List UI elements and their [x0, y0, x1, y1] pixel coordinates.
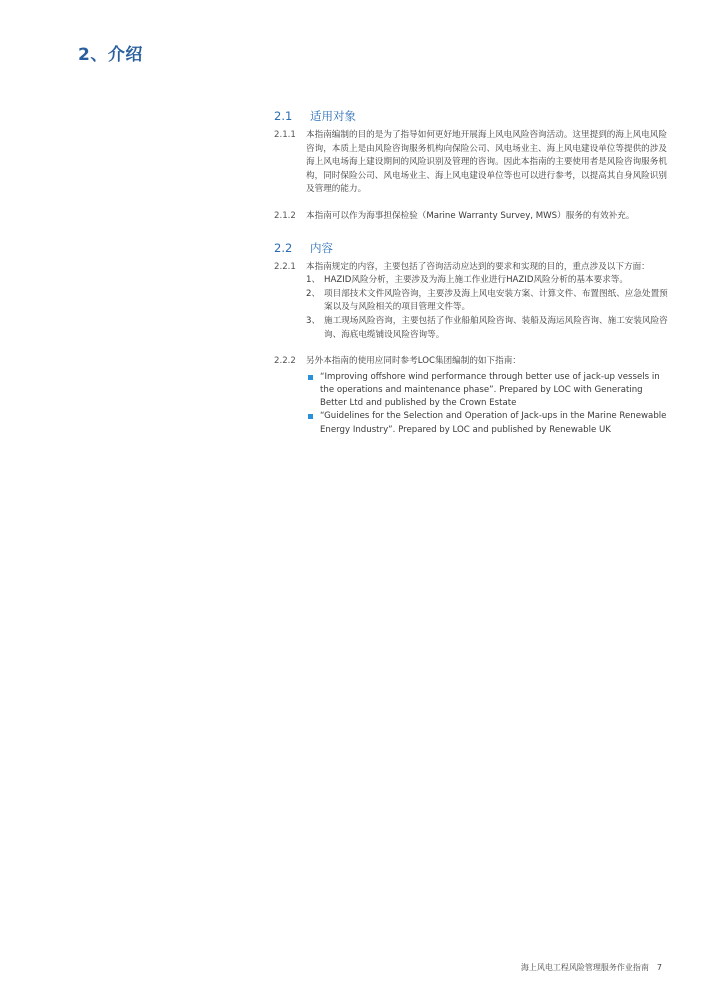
list-item-text: “Improving offshore wind performance through better use of jack-up vessels in the operations and maintenance phase”. Prepared by LOC with Generating Better Ltd and published by the Crown Estate [320, 371, 660, 409]
paragraph-number: 2.1.1 [274, 130, 296, 140]
list-item-text: 项目部技术文件风险咨询，主要涉及海上风电安装方案、计算文件、布置图纸、应急处置预案以及与风险相关的项目管理文件等。 [324, 288, 668, 313]
footer-doc-title: 海上风电工程风险管理服务作业指南 [520, 963, 649, 972]
page-number: 7 [656, 963, 662, 972]
section-heading-2-1 [274, 108, 670, 124]
paragraph-number: 2.2.1 [274, 261, 296, 272]
paragraph-text: 本指南可以作为海事担保检验（Marine Warranty Survey, MWS）服务的有效补充。 [306, 210, 635, 221]
section-number: 2.1 [274, 109, 293, 123]
bullet-list [306, 371, 670, 437]
document-body [274, 108, 670, 437]
paragraph-text: 另外本指南的使用应同时参考LOC集团编制的如下指南： [306, 356, 521, 367]
section-number: 2.2 [274, 240, 293, 255]
page-footer [521, 962, 662, 973]
square-bullet-icon [306, 410, 320, 436]
list-index: 1、 [306, 275, 321, 286]
section-heading-2-2 [274, 240, 670, 256]
list-item-text: “Guidelines for the Selection and Operation of Jack-ups in the Marine Renewable Energy Industry”. Prepared by LOC and published by Renewable UK [320, 411, 667, 435]
list-index: 3、 [306, 315, 321, 326]
list-item [306, 371, 670, 411]
paragraph-number: 2.2.2 [274, 356, 296, 367]
list-item-text: HAZID风险分析，主要涉及为海上施工作业进行HAZID风险分析的基本要求等。 [324, 275, 628, 286]
square-bullet-icon [306, 371, 320, 411]
list-item [306, 288, 670, 315]
list-item [306, 410, 670, 436]
paragraph-2-2-1 [274, 261, 670, 343]
list-index: 2、 [306, 288, 321, 299]
numbered-list [306, 274, 670, 342]
list-item [306, 274, 670, 288]
list-item-text: 施工现场风险咨询，主要包括了作业船舶风险咨询、装船及海运风险咨询、施工安装风险咨询、海底电缆铺设风险咨询等。 [324, 315, 668, 340]
paragraph-number: 2.1.2 [274, 210, 296, 221]
section-title: 内容 [310, 240, 333, 255]
paragraph-text: 本指南编制的目的是为了指导如何更好地开展海上风电风险咨询活动。这里提到的海上风电风险咨询，本质上是由风险咨询服务机构向保险公司、风电场业主、海上风电建设单位等提供的涉及海上风电场海上建设期间的风险识别及管理的咨询。因此本指南的主要使用者是风险咨询服务机构，同时保险公司、风电场业主、海上风电建设单位等也可以进行参考，以提高其自身风险识别及管理的能力。 [306, 130, 667, 195]
page-title: 2、介绍 [78, 45, 143, 65]
section-title: 适用对象 [310, 109, 356, 123]
paragraph-2-1-2 [274, 210, 670, 224]
paragraph-2-1-1 [274, 129, 670, 197]
list-item [306, 315, 670, 342]
paragraph-2-2-2 [274, 355, 670, 437]
paragraph-text: 本指南规定的内容，主要包括了咨询活动应达到的要求和实现的目的，重点涉及以下方面： [306, 261, 650, 272]
